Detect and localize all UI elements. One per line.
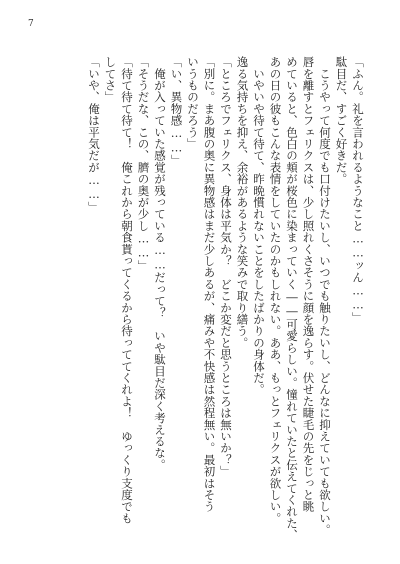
text-line: こうやって何度でも口付けたいし、いつでも触りたいし、どんなに抑えていても欲しい。 bbox=[318, 56, 332, 536]
text-line: 「ふん。礼を言われるようなこと……ッん……」 bbox=[351, 56, 365, 324]
text-line: してさ」 bbox=[103, 56, 118, 103]
text-line: 「い、異物感……」 bbox=[169, 56, 184, 167]
text-line: 「いや、俺は平気だが……」 bbox=[87, 56, 101, 214]
text-line: 「別に。まあ腹の奥に異物感はまだ少しあるが、痛みや不快感は然程無い。最初はそう bbox=[202, 56, 217, 513]
text-line: 唇を離すとフェリクスは、少し照れくさそうに顔を逸らす。伏せた睫毛の先をじっと眺 bbox=[301, 56, 316, 513]
text-line: めていると、色白の頬が桜色に染まっていく――可愛らしい。憧れていたと伝えてくれた、 bbox=[285, 56, 299, 541]
text-line: 「ところでフェリクス、身体は平気か？ どこか変だと思うところは無いか？」 bbox=[219, 56, 233, 478]
page-number: 7 bbox=[28, 19, 34, 29]
text-line: 逸る気持ちを抑え、余裕があるような笑みで取り繕う。 bbox=[235, 56, 250, 349]
text-line: いやいや待て待て、昨晩慣れないことをしたばかりの身体だ。 bbox=[252, 56, 266, 396]
text-line: 駄目だ、すごく好きだ。 bbox=[334, 56, 349, 185]
vertical-text-body bbox=[38, 56, 366, 541]
text-line: 俺が入っていた感覚が残っている……だって？ いや駄目だ深く考えるな。 bbox=[153, 56, 167, 471]
text-line: 「そうだな、この、臍の奥が少し……」 bbox=[136, 56, 151, 272]
text-line: いうものだろう」 bbox=[186, 56, 200, 150]
text-line: あの日の彼もこんな表情をしていたのかもしれない。ああ、もっとフェリクスが欲しい。 bbox=[268, 56, 283, 524]
text-line: 「待て待て待て！ 俺これから朝食貰ってくるから待っててくれよ！ ゆっくり支度でも bbox=[120, 56, 134, 524]
